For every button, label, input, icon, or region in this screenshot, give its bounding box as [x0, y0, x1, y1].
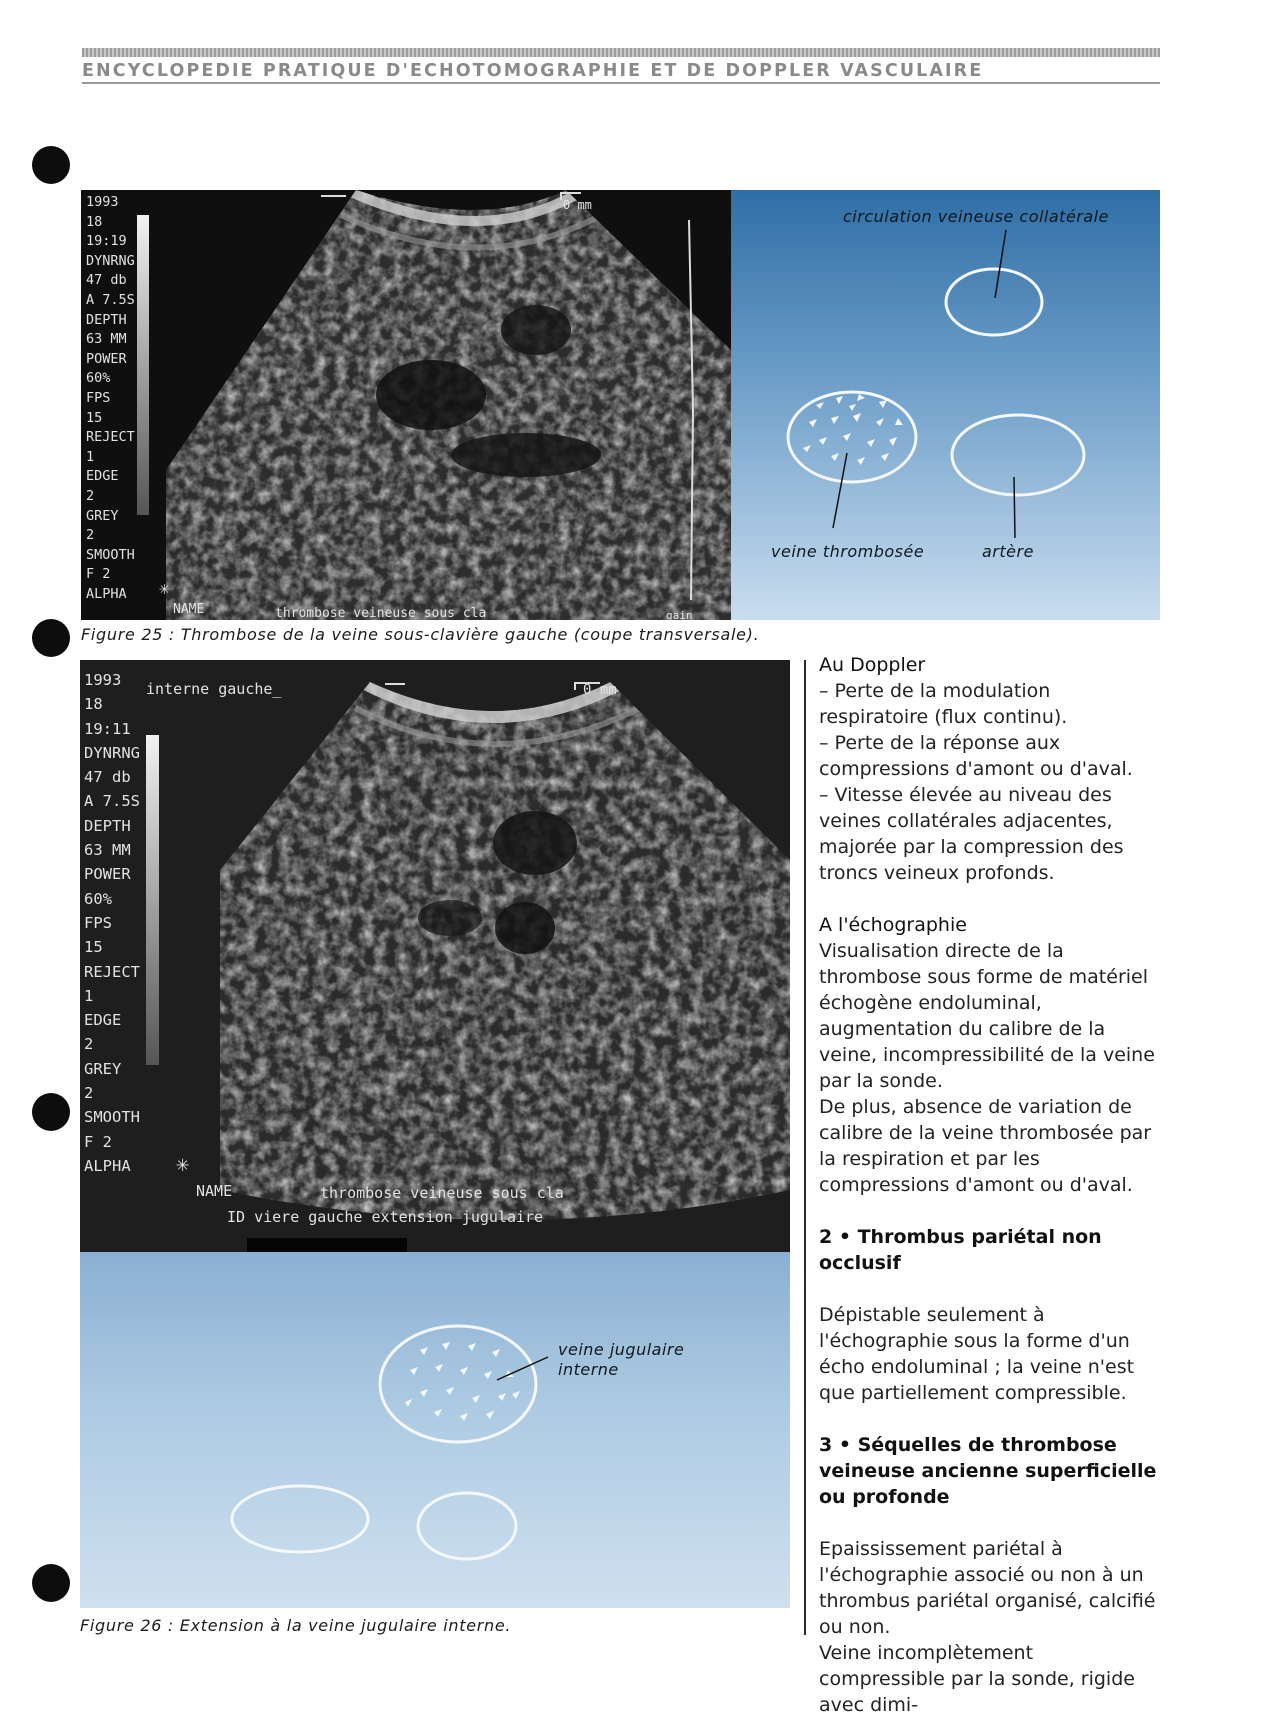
echo-heading: A l'échographie: [819, 914, 967, 936]
echo-paragraph: De plus, absence de variation de calibre de la veine thrombosée par la respiration et par les compressions d'amont ou d'aval.: [819, 1096, 1152, 1196]
figure25-name-value: thrombose veineuse sous cla: [275, 606, 487, 620]
section3-heading: 3 • Séquelles de thrombose veineuse ancienne superficielle ou profonde: [819, 1434, 1157, 1508]
doppler-item: – Vitesse élevée au niveau des veines collatérales adjacentes, majorée par la compression des troncs veineux profonds.: [819, 784, 1124, 884]
binder-hole: [32, 1564, 70, 1602]
doppler-heading: Au Doppler: [819, 654, 926, 676]
label-artery: artère: [982, 542, 1034, 561]
scanner-param: 60%: [86, 370, 111, 387]
scanner-param: DYNRNG: [86, 252, 135, 269]
scanner-param: 1993: [84, 671, 122, 689]
figure26-depth-marker: 0 mm: [583, 682, 617, 698]
scanner-param: DYNRNG: [84, 743, 140, 762]
scanner-param: GREY: [86, 507, 119, 524]
figure26-top-text: interne gauche_: [146, 680, 282, 698]
figure26-caption: Figure 26 : Extension à la veine jugulaire interne.: [80, 1616, 512, 1635]
scanner-param: F 2: [84, 1132, 112, 1151]
doppler-item: – Perte de la réponse aux compressions d'amont ou d'aval.: [819, 732, 1133, 780]
binder-hole: [32, 1093, 70, 1131]
label-internal-jugular-vein: veine jugulaire interne: [558, 1340, 685, 1379]
section2-paragraph: Dépistable seulement à l'échographie sous la forme d'un écho endoluminal ; la veine n'est que partiellement compressible.: [819, 1304, 1135, 1404]
figure25-ultrasound: [81, 190, 731, 620]
header-rule: [82, 82, 1160, 84]
binder-hole: [32, 619, 70, 657]
figure25-scan: [81, 190, 731, 620]
scanner-param: SMOOTH: [86, 546, 135, 563]
scanner-param: 47 db: [86, 272, 127, 289]
text-column: [819, 652, 1159, 1718]
scanner-param: DEPTH: [86, 311, 127, 328]
scanner-param: ALPHA: [84, 1156, 131, 1175]
scanner-param: A 7.5S: [84, 792, 140, 811]
scanner-param: REJECT: [86, 429, 135, 446]
scanner-param: EDGE: [86, 468, 119, 485]
figure26-name-value: thrombose veineuse sous cla: [320, 1184, 564, 1202]
scanner-param: FPS: [84, 913, 112, 932]
scanner-param: 2: [86, 527, 95, 544]
section3-paragraph: Epaississement pariétal à l'échographie associé ou non à un thrombus pariétal organisé, calcifié ou non.: [819, 1538, 1156, 1638]
section2-heading: 2 • Thrombus pariétal non occlusif: [819, 1226, 1102, 1274]
figure25-name-label: NAME: [173, 602, 205, 617]
figure26-params: [84, 668, 140, 1178]
figure25-schema: [731, 190, 1160, 620]
scanner-param: REJECT: [84, 962, 140, 981]
scanner-param: 19:11: [84, 719, 131, 738]
scanner-param: 60%: [84, 889, 112, 908]
doppler-item: – Perte de la modulation respiratoire (flux continu).: [819, 680, 1068, 728]
scanner-param: 63 MM: [86, 331, 127, 348]
column-rule: [804, 660, 806, 1635]
figure26-id-line: ID viere gauche extension jugulaire: [227, 1208, 544, 1226]
scanner-param: 18: [86, 213, 103, 230]
figure26-schema: [80, 1252, 790, 1608]
scanner-param: F 2: [86, 566, 111, 583]
scanner-param: 15: [86, 409, 103, 426]
scanner-param: A 7.5S: [86, 291, 135, 308]
scanner-param: ALPHA: [86, 585, 127, 602]
running-header: ENCYCLOPEDIE PRATIQUE D'ECHOTOMOGRAPHIE ET DE DOPPLER VASCULAIRE: [82, 61, 984, 81]
scanner-param: 1: [84, 986, 94, 1005]
scanner-param: 19:19: [86, 233, 127, 250]
scanner-param: EDGE: [84, 1011, 122, 1030]
scanner-param: 2: [86, 487, 95, 504]
figure25-asterisk: ✳: [159, 578, 170, 599]
figure25-depth-marker: 0 mm: [563, 198, 592, 212]
section3-paragraph: Veine incomplètement compressible par la sonde, rigide avec dimi-: [819, 1642, 1135, 1716]
figure26-ultrasound: [80, 660, 790, 1252]
scanner-param: 1: [86, 448, 95, 465]
figure25-params: [86, 193, 135, 604]
scanner-param: 2: [84, 1084, 94, 1103]
scanner-param: GREY: [84, 1059, 122, 1078]
scanner-param: 18: [84, 695, 103, 714]
scanner-param: 63 MM: [84, 841, 131, 860]
scanner-param: POWER: [86, 350, 127, 367]
scanner-param: 47 db: [84, 768, 131, 787]
figure26-asterisk: ✳: [176, 1152, 190, 1177]
figure25-gain-label: gain: [666, 609, 693, 620]
scanner-param: POWER: [84, 865, 131, 884]
scanner-param: 1993: [86, 194, 119, 210]
label-collateral-circulation: circulation veineuse collatérale: [843, 207, 1109, 226]
scanner-param: 15: [84, 938, 103, 957]
scanner-param: SMOOTH: [84, 1108, 140, 1127]
label-thrombosed-vein: veine thrombosée: [771, 542, 925, 561]
figure26-name-label: NAME: [196, 1182, 233, 1200]
scanner-param: FPS: [86, 389, 111, 406]
header-bar: [82, 48, 1160, 57]
scanner-param: 2: [84, 1035, 94, 1054]
scanner-param: DEPTH: [84, 816, 131, 835]
echo-paragraph: Visualisation directe de la thrombose sous forme de matériel échogène endoluminal, augmentation du calibre de la veine, incompressibilité de la veine par la sonde.: [819, 940, 1155, 1092]
binder-hole: [32, 146, 70, 184]
figure25-caption: Figure 25 : Thrombose de la veine sous-clavière gauche (coupe transversale).: [81, 625, 760, 644]
